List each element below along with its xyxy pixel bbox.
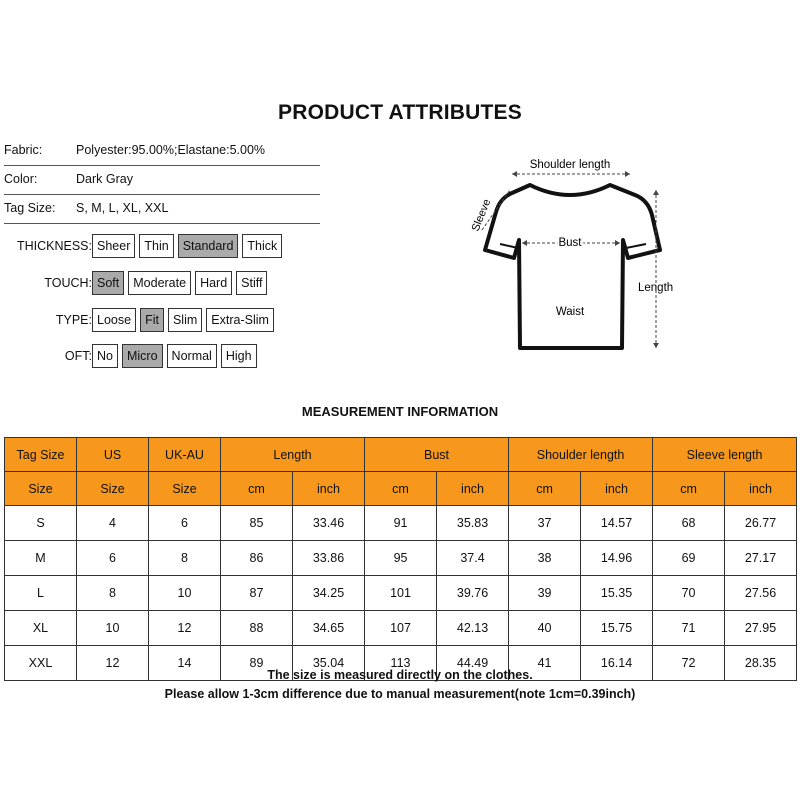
option-type-extra-slim: Extra-Slim xyxy=(206,308,274,332)
option-type-fit: Fit xyxy=(140,308,164,332)
table-cell: 12 xyxy=(77,646,149,681)
table-cell: 4 xyxy=(77,506,149,541)
sleeve-label: Sleeve xyxy=(469,197,494,234)
attr-value: Polyester:95.00%;Elastane:5.00% xyxy=(76,143,266,157)
option-type-slim: Slim xyxy=(168,308,202,332)
table-header-cell: UK-AU xyxy=(149,438,221,472)
option-oft-normal: Normal xyxy=(167,344,217,368)
table-cell: S xyxy=(5,506,77,541)
table-cell: 72 xyxy=(653,646,725,681)
table-cell: 91 xyxy=(365,506,437,541)
option-label: THICKNESS: xyxy=(16,239,92,253)
table-cell: 15.35 xyxy=(581,576,653,611)
table-header-cell: Tag Size xyxy=(5,438,77,472)
table-cell: 89 xyxy=(221,646,293,681)
table-cell: M xyxy=(5,541,77,576)
table-subheader-row xyxy=(5,472,797,506)
table-header-row xyxy=(5,438,797,472)
table-row xyxy=(5,506,797,541)
attr-color xyxy=(4,166,320,195)
table-subheader-cell: cm xyxy=(221,472,293,506)
table-subheader-cell: Size xyxy=(5,472,77,506)
attr-tag-size xyxy=(4,195,320,224)
table-cell: 10 xyxy=(77,611,149,646)
table-cell: 10 xyxy=(149,576,221,611)
option-row-thickness xyxy=(16,234,282,258)
table-header-cell: Sleeve length xyxy=(653,438,797,472)
table-subheader-cell: cm xyxy=(365,472,437,506)
table-cell: 113 xyxy=(365,646,437,681)
table-cell: 27.17 xyxy=(725,541,797,576)
table-cell: 35.04 xyxy=(293,646,365,681)
option-oft-micro: Micro xyxy=(122,344,163,368)
option-thickness-standard: Standard xyxy=(178,234,239,258)
table-cell: 28.35 xyxy=(725,646,797,681)
table-cell: 107 xyxy=(365,611,437,646)
table-cell: 95 xyxy=(365,541,437,576)
table-cell: 88 xyxy=(221,611,293,646)
bust-label: Bust xyxy=(558,237,582,249)
table-cell: 86 xyxy=(221,541,293,576)
table-cell: 16.14 xyxy=(581,646,653,681)
option-type-loose: Loose xyxy=(92,308,136,332)
table-row xyxy=(5,576,797,611)
table-subheader-cell: Size xyxy=(149,472,221,506)
table-cell: 41 xyxy=(509,646,581,681)
table-cell: 33.86 xyxy=(293,541,365,576)
table-cell: 37 xyxy=(509,506,581,541)
table-cell: 14.96 xyxy=(581,541,653,576)
table-cell: 39 xyxy=(509,576,581,611)
option-label: OFT: xyxy=(64,349,92,363)
option-oft-high: High xyxy=(221,344,257,368)
table-cell: 87 xyxy=(221,576,293,611)
table-cell: 14 xyxy=(149,646,221,681)
table-cell: 101 xyxy=(365,576,437,611)
option-thickness-thin: Thin xyxy=(139,234,173,258)
tshirt-diagram xyxy=(460,150,700,360)
table-cell: 26.77 xyxy=(725,506,797,541)
option-thickness-thick: Thick xyxy=(242,234,282,258)
option-touch-soft: Soft xyxy=(92,271,124,295)
table-cell: XL xyxy=(5,611,77,646)
table-cell: 34.65 xyxy=(293,611,365,646)
option-row-oft xyxy=(64,344,257,368)
note-line-1: The size is measured directly on the clothes. xyxy=(267,668,533,682)
table-cell: XXL xyxy=(5,646,77,681)
option-touch-moderate: Moderate xyxy=(128,271,191,295)
table-cell: 12 xyxy=(149,611,221,646)
attr-label: Fabric: xyxy=(4,143,43,157)
table-cell: L xyxy=(5,576,77,611)
table-subheader-cell: cm xyxy=(653,472,725,506)
attr-value: Dark Gray xyxy=(76,172,133,186)
option-row-touch xyxy=(44,271,267,295)
table-cell: 14.57 xyxy=(581,506,653,541)
option-label: TYPE: xyxy=(55,313,92,327)
table-subheader-cell: inch xyxy=(581,472,653,506)
note-line-2: Please allow 1-3cm difference due to manual measurement(note 1cm=0.39inch) xyxy=(164,687,636,701)
table-cell: 33.46 xyxy=(293,506,365,541)
table-subheader-cell: inch xyxy=(725,472,797,506)
page-title: PRODUCT ATTRIBUTES xyxy=(278,101,522,124)
option-touch-stiff: Stiff xyxy=(236,271,267,295)
table-cell: 69 xyxy=(653,541,725,576)
table-cell: 15.75 xyxy=(581,611,653,646)
table-header-cell: Bust xyxy=(365,438,509,472)
table-header-cell: Shoulder length xyxy=(509,438,653,472)
table-cell: 68 xyxy=(653,506,725,541)
option-touch-hard: Hard xyxy=(195,271,232,295)
table-subheader-cell: cm xyxy=(509,472,581,506)
table-subheader-cell: inch xyxy=(293,472,365,506)
table-header-cell: US xyxy=(77,438,149,472)
option-group xyxy=(92,344,257,368)
table-subheader-cell: Size xyxy=(77,472,149,506)
shoulder-label: Shoulder length xyxy=(529,159,611,171)
waist-label: Waist xyxy=(555,306,585,318)
table-cell: 8 xyxy=(149,541,221,576)
table-cell: 6 xyxy=(77,541,149,576)
table-cell: 37.4 xyxy=(437,541,509,576)
attr-value: S, M, L, XL, XXL xyxy=(76,201,169,215)
table-cell: 40 xyxy=(509,611,581,646)
table-cell: 27.95 xyxy=(725,611,797,646)
table-header-cell: Length xyxy=(221,438,365,472)
attr-label: Tag Size: xyxy=(4,201,56,215)
option-label: TOUCH: xyxy=(44,276,92,290)
measurement-table xyxy=(4,437,797,681)
option-group xyxy=(92,234,282,258)
table-cell: 35.83 xyxy=(437,506,509,541)
option-row-type xyxy=(55,308,274,332)
table-cell: 71 xyxy=(653,611,725,646)
table-cell: 39.76 xyxy=(437,576,509,611)
table-row xyxy=(5,611,797,646)
table-cell: 6 xyxy=(149,506,221,541)
table-cell: 70 xyxy=(653,576,725,611)
table-cell: 27.56 xyxy=(725,576,797,611)
option-oft-no: No xyxy=(92,344,118,368)
attr-fabric xyxy=(4,137,320,166)
length-label: Length xyxy=(638,282,674,294)
table-cell: 8 xyxy=(77,576,149,611)
tshirt-outline xyxy=(485,185,660,348)
table-subheader-cell: inch xyxy=(437,472,509,506)
table-cell: 85 xyxy=(221,506,293,541)
option-group xyxy=(92,271,267,295)
table-cell: 38 xyxy=(509,541,581,576)
table-row xyxy=(5,541,797,576)
measurement-title: MEASUREMENT INFORMATION xyxy=(301,404,499,419)
table-cell: 42.13 xyxy=(437,611,509,646)
option-group xyxy=(92,308,274,332)
option-thickness-sheer: Sheer xyxy=(92,234,135,258)
table-cell: 44.49 xyxy=(437,646,509,681)
attr-label: Color: xyxy=(4,172,38,186)
table-cell: 34.25 xyxy=(293,576,365,611)
